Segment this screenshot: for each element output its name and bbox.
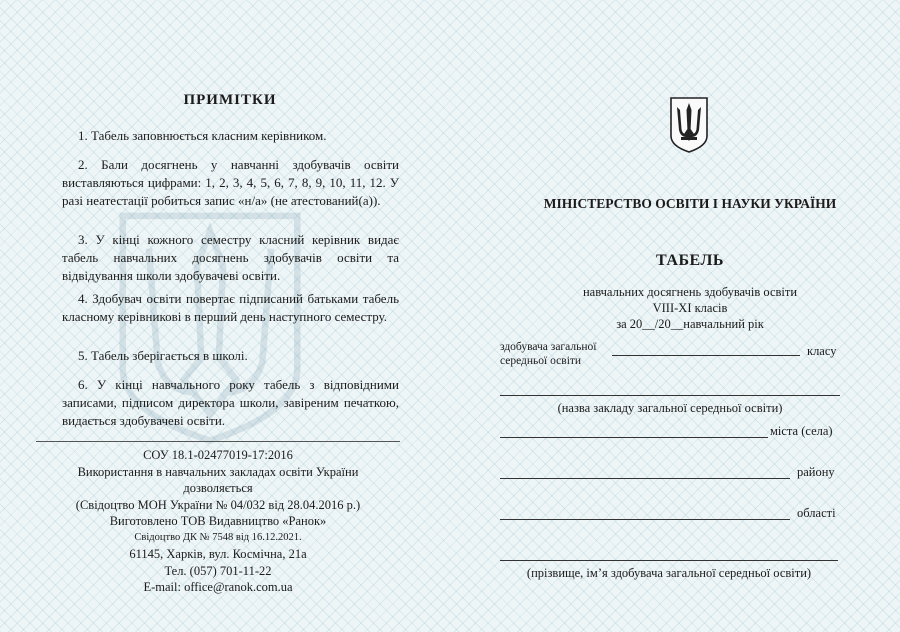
publisher-email: E-mail: office@ranok.com.ua <box>143 580 293 594</box>
district-label: району <box>797 465 835 479</box>
usage-permission-cont: дозволяється <box>183 481 253 495</box>
ministry-name: МІНІСТЕРСТВО ОСВІТИ І НАУКИ УКРАЇНИ <box>543 196 837 211</box>
student-name-caption: (прізвище, ім’я здобувача загальної середньої освіти) <box>526 566 812 580</box>
city-label: міста (села) <box>770 424 833 438</box>
note-item: 1. Табель заповнюється класним керівником. <box>78 128 327 143</box>
school-year: за 20__/20__навчальний рік <box>616 317 764 331</box>
notes-title: ПРИМІТКИ <box>183 92 277 108</box>
city-field-line[interactable] <box>500 437 768 438</box>
document-subtitle: навчальних досягнень здобувачів освіти <box>582 285 798 299</box>
student-label: здобувача загальної <box>500 341 597 353</box>
imprint-divider <box>36 441 400 442</box>
dk-certificate: Свідоцтво ДК № 7548 від 16.12.2021. <box>134 531 302 543</box>
district-field-line[interactable] <box>500 478 790 479</box>
note-item: 5. Табель зберігається в школі. <box>78 348 248 363</box>
school-name-caption: (назва закладу загальної середньої освіти) <box>557 401 783 415</box>
manufacturer: Виготовлено ТОВ Видавництво «Ранок» <box>109 514 327 528</box>
note-item: 6. У кінці навчального року табель з відповідними записами, підписом директора школи, завіреним печаткою, видається здобувачеві освіти. <box>62 377 399 428</box>
region-field-line[interactable] <box>500 519 790 520</box>
region-label: області <box>797 506 836 520</box>
note-item: 2. Бали досягнень у навчанні здобувачів освіти виставляються цифрами: 1, 2, 3, 4, 5, 6, 7, 8, 9, 10, 11, 12. У разі неатестації робиться запис «н/а» (не атестований(а)). <box>62 157 399 208</box>
publisher-address: 61145, Харків, вул. Космічна, 21а <box>129 547 307 561</box>
coat-of-arms-trident-icon <box>668 96 710 154</box>
ministry-certificate: (Свідоцтво МОН України № 04/032 від 28.04.2016 р.) <box>75 497 361 512</box>
standard-code: СОУ 18.1-02477019-17:2016 <box>143 448 293 462</box>
document-title: ТАБЕЛЬ <box>656 252 724 269</box>
school-name-field-line[interactable] <box>500 395 840 396</box>
student-name-field-line[interactable] <box>500 560 838 561</box>
note-item: 3. У кінці кожного семестру класний керівник видає табель навчальних досягнень здобувачів освіти та відвідування школи здобувачеві освіти. <box>62 232 399 283</box>
student-label-cont: середньої освіти <box>500 355 582 367</box>
class-field-line[interactable] <box>612 355 800 356</box>
usage-permission: Використання в навчальних закладах освіти України <box>77 464 359 479</box>
class-label: класу <box>807 344 837 358</box>
note-item: 4. Здобувач освіти повертає підписаний батьками табель класному керівникові в перший день наступного семестру. <box>62 291 399 324</box>
publisher-phone: Тел. (057) 701-11-22 <box>164 563 272 578</box>
grades-range: VIII-XI класів <box>652 301 728 315</box>
publisher-imprint <box>36 447 400 596</box>
